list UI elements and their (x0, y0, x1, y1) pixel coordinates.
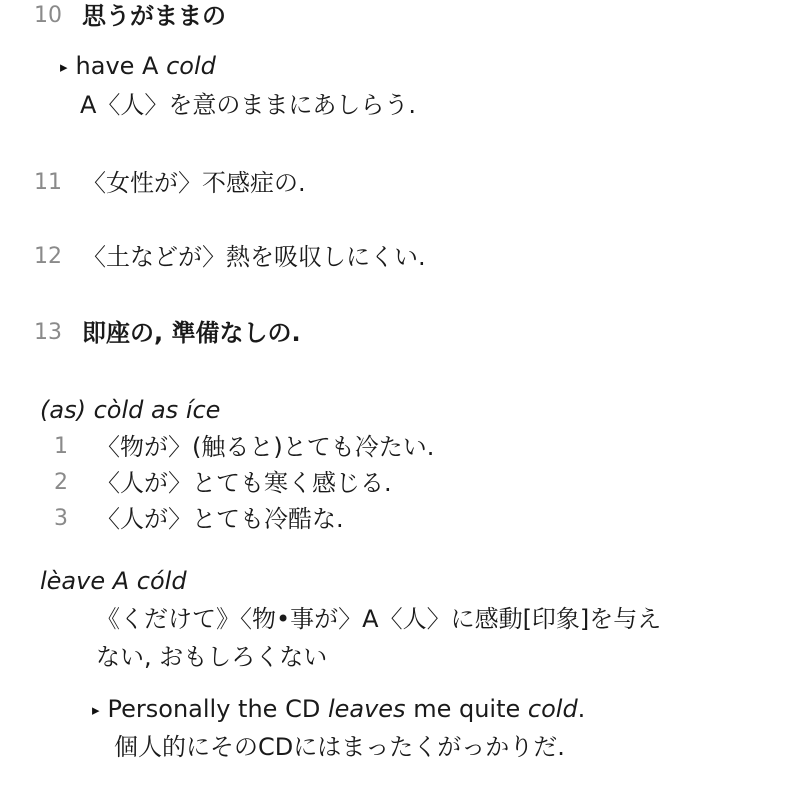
idiom1-sense-definition-2: 〈人が〉とても寒く感じる. (96, 469, 392, 497)
sense-number-11: 11 (34, 170, 62, 195)
idiom-phrase-cold-as-ice: (as) còld as íce (40, 396, 221, 424)
idiom2-example-sentence (92, 694, 585, 725)
idiom1-sense-number-2: 2 (54, 470, 68, 495)
sense-number-10: 10 (34, 3, 62, 28)
idiom1-sense-definition-1: 〈物が〉(触ると)とても冷たい. (96, 433, 435, 461)
sense-definition-13: 即座の, 準備なしの. (82, 319, 301, 347)
example-part5: . (577, 695, 586, 723)
sense-definition-12: 〈土などが〉熱を吸収しにくい. (82, 243, 426, 271)
idiom-phrase-leave-a-cold: lèave A cóld (40, 567, 187, 595)
idiom2-definition-line1: 《くだけて》〈物•事が〉A〈人〉に感動[印象]を与え (96, 605, 662, 633)
idiom2-example-translation: 個人的にそのCDにはまったくがっかりだ. (114, 733, 565, 761)
example-phrase-italic: cold (166, 52, 216, 80)
example-part4-italic: cold (527, 695, 578, 723)
sense-number-13: 13 (34, 320, 62, 345)
example-phrase-10 (60, 51, 216, 82)
idiom1-sense-number-1: 1 (54, 434, 68, 459)
example-part3: me quite (405, 695, 528, 723)
example-part1: Personally the CD (107, 695, 328, 723)
example-translation-10: A〈人〉を意のままにあしらう. (80, 91, 417, 119)
idiom1-sense-number-3: 3 (54, 506, 68, 531)
sense-definition-11: 〈女性が〉不感症の. (82, 169, 306, 197)
example-phrase-plain: have A (75, 52, 167, 80)
idiom1-sense-definition-3: 〈人が〉とても冷酷な. (96, 505, 344, 533)
example-marker-icon: ▸ (60, 58, 68, 76)
idiom2-definition-line2: ない, おもしろくない (96, 643, 328, 671)
example-marker-icon: ▸ (92, 701, 100, 719)
example-part2-italic: leaves (327, 695, 406, 723)
sense-definition-10: 思うがままの (82, 2, 226, 30)
sense-number-12: 12 (34, 244, 62, 269)
